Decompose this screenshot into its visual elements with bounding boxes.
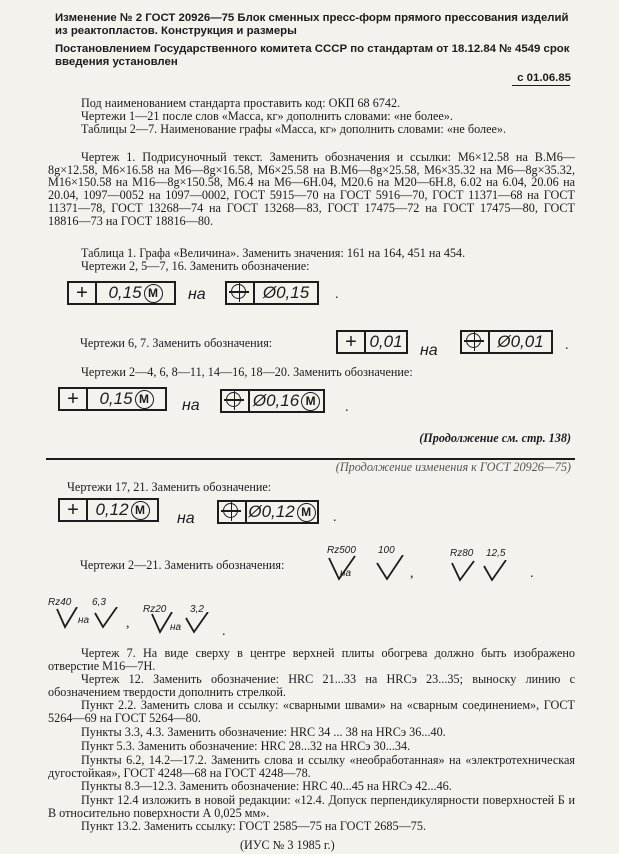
period: . xyxy=(530,566,534,581)
tolerance-frame-new-4 xyxy=(217,500,319,524)
paragraph-items-8-3: Пункты 8.3—12.3. Заменить обозначение: HRC 40...45 на HRCэ 42...46. xyxy=(81,779,452,793)
footer-ius: (ИУС № 3 1985 г.) xyxy=(240,838,335,852)
tolerance-value: Ø0,16 M xyxy=(250,391,323,411)
tolerance-frame-old-4 xyxy=(58,498,159,522)
paragraph-item-13-2: Пункт 13.2. Заменить ссылку: ГОСТ 2585—75 на ГОСТ 2685—75. xyxy=(81,819,426,833)
paragraph-item-2-2: Пункт 2.2. Заменить слова и ссылку: «сварными швами» на «сварным соединением», ГОСТ 5264—69 на ГОСТ 5264—80. xyxy=(48,698,575,725)
tolerance-frame-new-2 xyxy=(460,330,553,354)
roughness-symbol-pair-4 xyxy=(150,612,214,636)
na-label: на xyxy=(78,615,90,626)
paragraph-tables: Таблицы 2—7. Наименование графы «Масса, кг» дополнить словами: «не более». xyxy=(81,122,507,136)
paragraph-drawing-1: Чертеж 1. Подрисуночный текст. Заменить обозначения и ссылки: М6×12.58 на В.М6—8g×12.58, М6×16.58 на М6—8g×16.58, М6×25.58 на В.М6—8g×25.58, М6×35.32 на М6—8g×35.32, М16×150.58 на М16—8g×150.58, М6.4 на М6—6Н.04, М20.6 на М20—6Н.8, 6.02 на 6.04, 20.06 на 20.04, 1097—0052 на 1097—0002, ГОСТ 5915—70 на ГОСТ 5916—70, ГОСТ 11371—68 на ГОСТ 11371—78, ГОСТ 13268—74 на ГОСТ 13268—83, ГОСТ 17475—72 на ГОСТ 17475—80, ГОСТ 18816—73 на ГОСТ 18816—80. xyxy=(48,150,575,228)
period: . xyxy=(345,400,349,415)
paragraph-items-3-3: Пункты 3.3, 4.3. Заменить обозначение: HRC 34 ... 38 на HRCэ 36...40. xyxy=(81,725,446,739)
tolerance-frame-old-3 xyxy=(58,387,167,411)
continued-note: (Продолжение см. стр. 138) xyxy=(419,431,571,445)
comma: , xyxy=(410,566,414,581)
comma: , xyxy=(126,616,130,631)
position-icon xyxy=(227,283,255,303)
period: . xyxy=(333,510,337,525)
tolerance-frame-new-1 xyxy=(225,281,319,305)
position-icon xyxy=(462,332,490,352)
paragraph-items-6-2: Пункты 6.2, 14.2—17.2. Заменить слова и ссылку «необработанная» на «электротехническая дугостойкая», ГОСТ 4248—68 на ГОСТ 4248—78. xyxy=(48,753,575,780)
amendment-title: Изменение № 2 ГОСТ 20926—75 Блок сменных пресс-форм прямого прессования изделий из реактопластов. Конструкция и размеры xyxy=(55,12,569,37)
position-icon xyxy=(219,502,247,522)
tolerance-value: 0,01 xyxy=(369,332,403,351)
paragraph-drawings-2-5-7-16: Чертежи 2, 5—7, 16. Заменить обозначение: xyxy=(81,259,310,273)
paragraph-item-5-3: Пункт 5.3. Заменить обозначение: HRC 28...32 на HRCэ 30...34. xyxy=(81,739,411,753)
tolerance-frame-old-2 xyxy=(336,330,408,354)
na-label: на xyxy=(170,622,182,633)
roughness-label: Rz40 xyxy=(48,597,72,608)
paragraph-drawing-12: Чертеж 12. Заменить обозначение: HRC 21...33 на HRCэ 23...35; выноску линию с обозначением твердости дополнить стрелкой. xyxy=(48,672,575,699)
roughness-label: Rz20 xyxy=(143,604,167,615)
paragraph-drawings-2-4: Чертежи 2—4, 6, 8—11, 14—16, 18—20. Заменить обозначение: xyxy=(81,365,413,379)
roughness-label: Rz80 xyxy=(450,548,474,559)
paragraph-item-12-4: Пункт 12.4 изложить в новой редакции: «12.4. Допуск перпендикулярности поверхностей Б и В относительно поверхности А 0,025 мм». xyxy=(48,793,575,820)
paragraph-drawing-7: Чертеж 7. На виде сверху в центре верхней плиты обогрева должно быть изображено отверстие М16—7Н. xyxy=(48,646,575,673)
na-label: на xyxy=(182,397,200,414)
na-label: на xyxy=(340,568,352,579)
paragraph-drawings-6-7: Чертежи 6, 7. Заменить обозначения: xyxy=(80,336,273,350)
roughness-label: 100 xyxy=(378,545,395,556)
position-icon xyxy=(222,391,250,411)
running-head: (Продолжение изменения к ГОСТ 20926—75) xyxy=(335,460,571,474)
effective-date: с 01.06.85 xyxy=(517,72,571,84)
paragraph-table-1: Таблица 1. Графа «Величина». Заменить значения: 161 на 164, 451 на 454. xyxy=(81,246,466,260)
tolerance-frame-new-3 xyxy=(220,389,325,413)
paragraph-drawings-2-21: Чертежи 2—21. Заменить обозначения: xyxy=(80,558,285,572)
period: . xyxy=(335,287,339,302)
tolerance-value: Ø0,15 xyxy=(262,283,310,302)
cross-icon: + xyxy=(60,500,88,520)
roughness-label: 12,5 xyxy=(486,548,506,559)
period: . xyxy=(222,624,226,639)
roughness-label: 6,3 xyxy=(92,597,106,608)
tolerance-value: 0,12 M xyxy=(88,500,157,520)
tolerance-value: 0,15 M xyxy=(88,389,165,409)
roughness-label: Rz500 xyxy=(327,545,356,556)
period: . xyxy=(565,338,569,353)
roughness-symbol-pair-3 xyxy=(55,607,125,629)
na-label: на xyxy=(188,286,206,303)
tolerance-value: Ø0,12 M xyxy=(247,502,317,522)
cross-icon: + xyxy=(338,332,366,352)
na-label: на xyxy=(420,342,438,359)
roughness-label: 3,2 xyxy=(190,604,204,615)
na-label: на xyxy=(177,510,195,527)
paragraph-drawings-17-21: Чертежи 17, 21. Заменить обозначение: xyxy=(67,480,272,494)
date-underline xyxy=(512,85,570,86)
roughness-symbol-pair-2 xyxy=(450,560,510,584)
tolerance-frame-old-1 xyxy=(67,281,176,305)
paragraph-drawings-1-21: Чертежи 1—21 после слов «Масса, кг» дополнить словами: «не более». xyxy=(81,109,453,123)
tolerance-value: 0,15 M xyxy=(97,283,174,303)
decree-line: Постановлением Государственного комитета СССР по стандартам от 18.12.84 № 4549 срок введения установлен xyxy=(55,43,570,68)
tolerance-value: Ø0,01 xyxy=(497,332,544,351)
cross-icon: + xyxy=(60,389,88,409)
roughness-symbol-pair-1 xyxy=(327,555,407,583)
paragraph-okp: Под наименованием стандарта проставить код: ОКП 68 6742. xyxy=(81,96,401,110)
cross-icon: + xyxy=(69,283,97,303)
